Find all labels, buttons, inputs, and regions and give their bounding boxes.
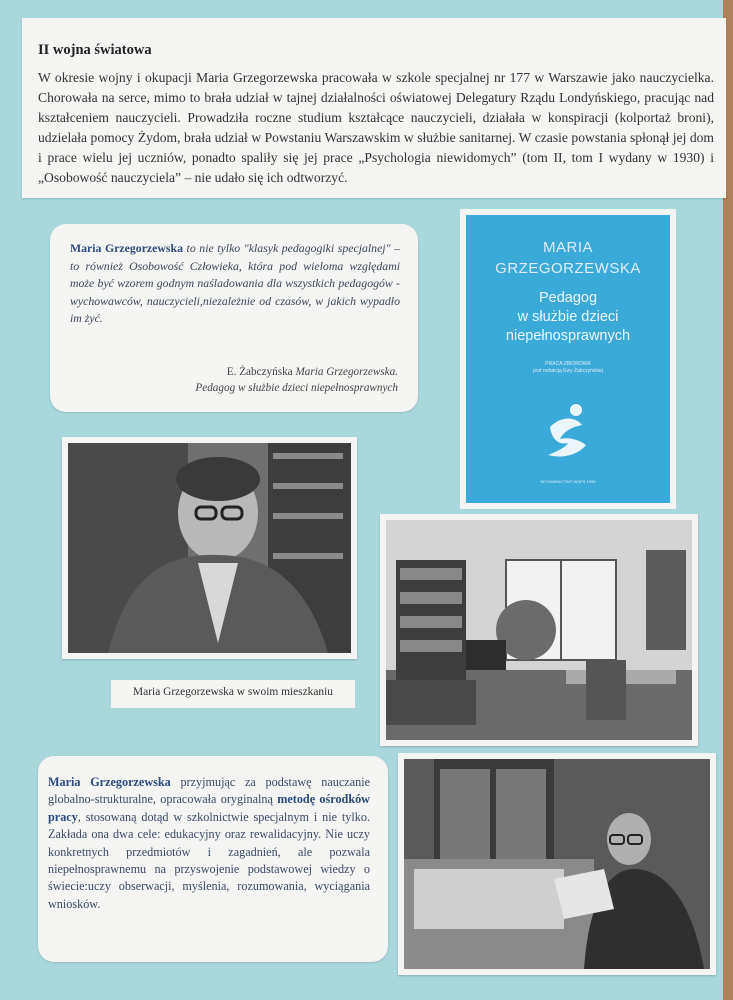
quote-author: E. Żabczyńska <box>226 366 293 378</box>
quote-source-subtitle: Pedagog w służbie dzieci niepełnosprawnych <box>195 382 398 394</box>
method-name: Maria Grzegorzewska <box>48 775 171 789</box>
quote-card <box>50 224 418 412</box>
ww2-section-card <box>22 18 726 198</box>
method-bold: metodę ośrodków pracy <box>48 792 370 824</box>
photo-caption: Maria Grzegorzewska w swoim mieszkaniu <box>111 680 355 708</box>
method-card <box>38 756 388 962</box>
apartment-photo <box>380 514 698 746</box>
book-editor-note: PRACA ZBIOROWA pod redakcją Ewy Żabczyńskiej <box>533 361 603 374</box>
book-title: Pedagog w służbie dzieci niepełnosprawnych <box>505 290 631 344</box>
book-publisher: WYDAWNICTWO WSPS 1996 <box>540 479 596 484</box>
quote-source <box>98 364 398 396</box>
section-body: W okresie wojny i okupacji Maria Grzegorzewska pracowała w szkole specjalnej nr 177 w Warszawie jako nauczycielka. Chorowała na serce, mimo to brała udział w tajnej działalności oświatowej Delegatury Rządu Londyńskiego, pracując nad kształceniem nauczycieli. Prowadziła roczne studium kształcące nauczycieli, działała w konspiracji (kolportaż broni), udzielała pomocy Żydom, brała udział w Powstaniu Warszawskim w służbie sanitarnej. W czasie powstania spłonął jej dom i prace wielu jej uczniów, ponadto spaliły się jej prace „Psychologia niewidomych” (tom II, tom I wydany w 1930) i „Osobowość nauczyciela” – nie udało się ich odtworzyć. <box>38 70 714 185</box>
apartment-image <box>386 520 692 740</box>
reading-photo <box>398 753 716 975</box>
portrait-photo <box>62 437 357 659</box>
quote-text-block <box>70 240 400 328</box>
portrait-image <box>68 443 351 653</box>
reading-image <box>404 759 710 969</box>
book-cover <box>466 215 670 503</box>
quote-source-title: Maria Grzegorzewska. <box>295 366 398 378</box>
book-cover-print <box>460 209 676 509</box>
quote-text: to nie tylko "klasyk pedagogiki specjalnej" – to również Osobowość Człowieka, która pod wieloma względami może być wzorem godnym naśladowania dla wszystkich pedagogów - wychowawców, nauczycieli,niezależnie od czasów, w jakich wypadło im żyć. <box>70 241 401 325</box>
method-text: Maria Grzegorzewska przyjmując za podstawę nauczanie globalno-strukturalne, opracowała oryginalną metodę ośrodków pracy, stosowaną dotąd w szkolnictwie specjalnym i nie tylko. Zakłada ona dwa cele: edukacyjny oraz rewalidacyjny. Nie uczy konkretnych przedmiotów i zagadnień, ale pozwala niepełnosprawnemu na przyswojenie podstawowej wiedzy o świecie:uczy obserwacji, myślenia, rozumowania, wyciągania wniosków. <box>48 775 370 911</box>
quote-name: Maria Grzegorzewska <box>70 241 183 255</box>
section-title: II wojna światowa <box>38 42 152 58</box>
book-logo-icon <box>542 401 594 463</box>
book-author: MARIA GRZEGORZEWSKA <box>495 239 641 277</box>
